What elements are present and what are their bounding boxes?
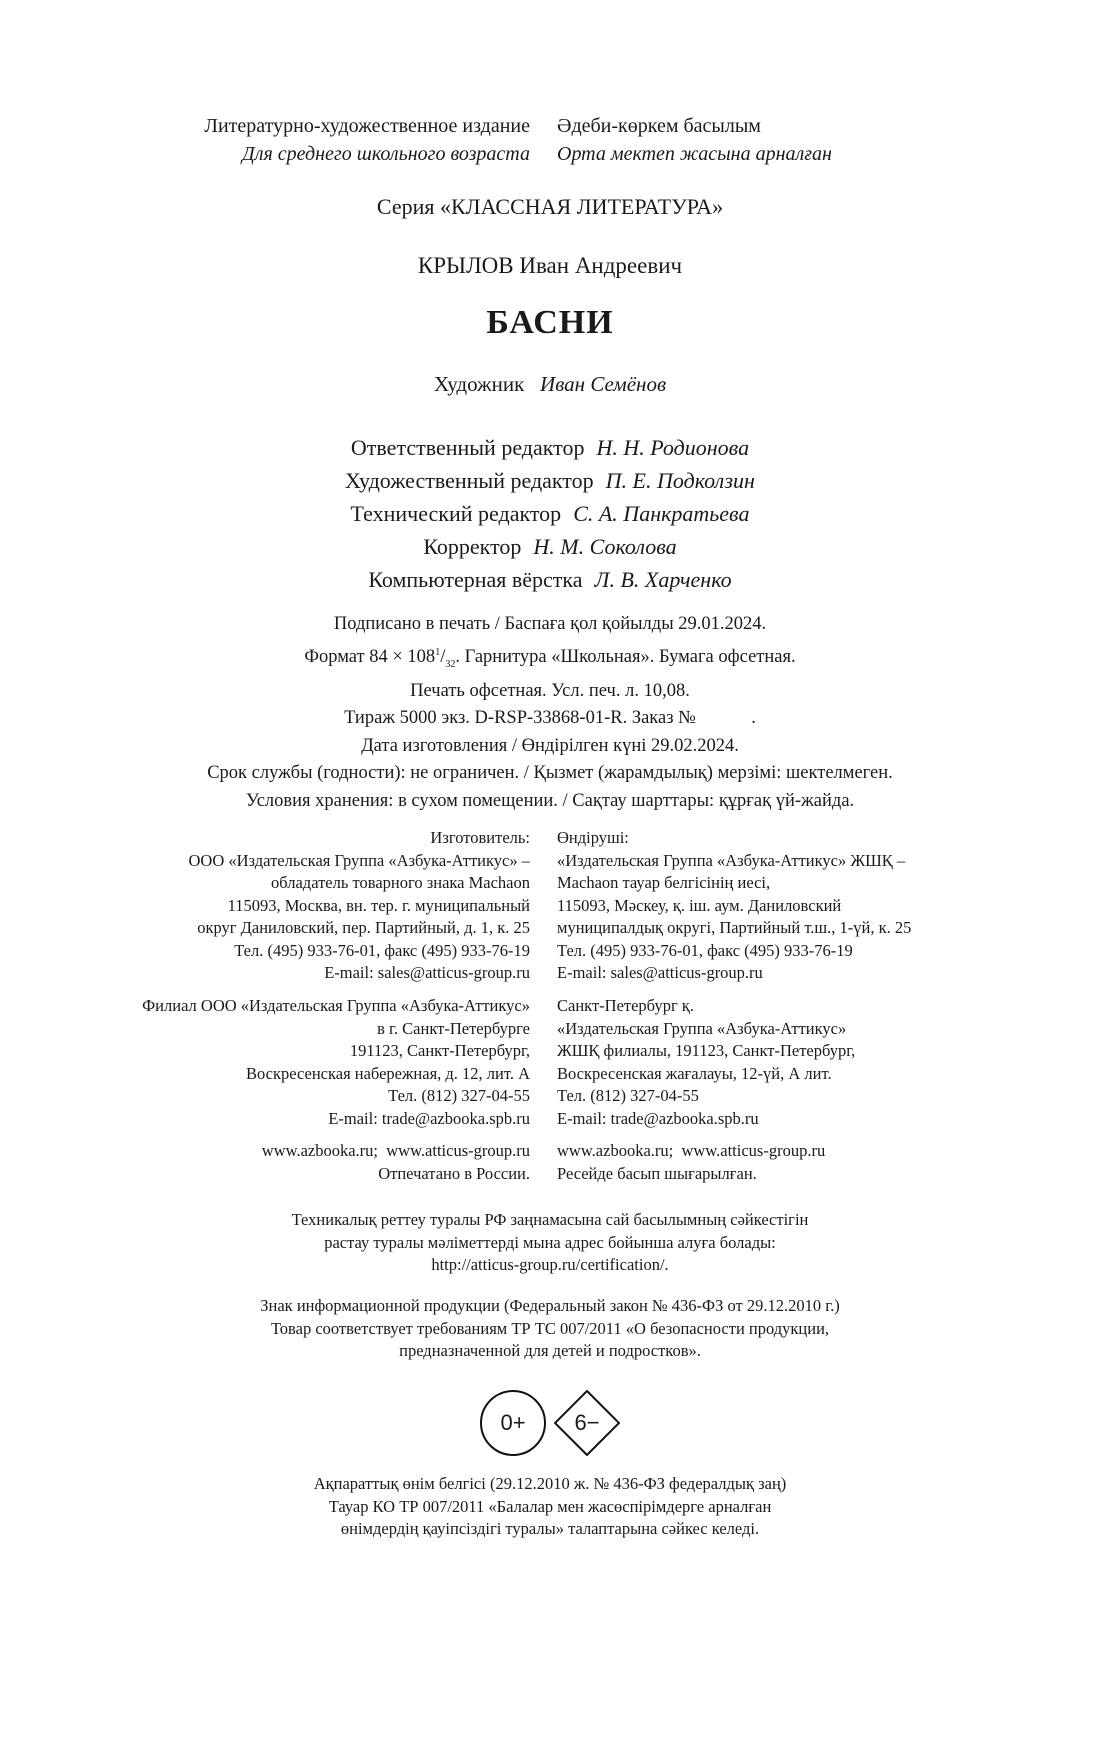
editor-name: П. Е. Подколзин <box>605 468 755 493</box>
book-title: БАСНИ <box>486 304 614 341</box>
editor-name: Л. В. Харченко <box>594 567 732 592</box>
editor-role: Художественный редактор <box>345 468 594 493</box>
print-run: Тираж 5000 экз. D-RSP-33868-01-R. Заказ № . <box>344 708 756 729</box>
age-marks <box>0 1390 1100 1456</box>
kz-law-info <box>0 1473 1100 1541</box>
editors-list <box>0 431 1100 596</box>
email: E-mail: trade@azbooka.spb.ru <box>328 1108 530 1128</box>
text-line: Тел. (812) 327-04-55 <box>557 1086 699 1105</box>
genre-kz: Әдеби-көркем басылым <box>557 115 761 137</box>
text-line: ЖШҚ филиалы, 191123, Санкт-Петербург, <box>557 1041 856 1060</box>
genre-ru: Литературно-художественное издание <box>204 115 530 137</box>
certification-info <box>0 1209 1100 1277</box>
editor-name: С. А. Панкратьева <box>573 501 750 526</box>
artist-label: Художник <box>433 372 525 396</box>
text-line: 115093, Мәскеу, қ. іш. аум. Даниловский <box>557 895 842 915</box>
text-line: Machaon тауар белгісінің иесі, <box>557 873 771 892</box>
text-line: Филиал ООО «Издательская Группа «Азбука-Аттикус» <box>142 996 530 1015</box>
editor-row <box>0 497 1100 530</box>
text-line: предназначенной для детей и подростков». <box>399 1341 701 1360</box>
editor-name: Н. Н. Родионова <box>596 435 750 460</box>
author: КРЫЛОВ Иван Андреевич <box>417 253 683 278</box>
text-line: Знак информационной продукции (Федеральный закон № 436-ФЗ от 29.12.2010 г.) <box>260 1296 840 1315</box>
made-date: Дата изготовления / Өндірілген күні 29.02.2024. <box>361 735 739 756</box>
service-life: Срок службы (годности): не ограничен. / Қызмет (жарамдылық) мерзімі: шектелмеген. <box>207 763 893 784</box>
print-info <box>0 611 1100 815</box>
editor-role: Компьютерная вёрстка <box>368 567 583 592</box>
text-line: өнімдердің қауіпсіздігі туралы» талаптарына сәйкес келеді. <box>340 1519 760 1538</box>
artist <box>0 372 1100 397</box>
email: E-mail: sales@atticus-group.ru <box>557 963 763 982</box>
websites: www.azbooka.ru; www.atticus-group.ru <box>261 1141 530 1160</box>
age-circle-icon: 0+ <box>480 1390 546 1456</box>
signed-date: Подписано в печать / Баспаға қол қойылды 29.01.2024. <box>333 614 767 634</box>
age-kz: Орта мектеп жасына арналған <box>557 143 832 165</box>
text-line: Изготовитель: <box>430 828 530 847</box>
text-line: Ақпараттық өнім белгісі (29.12.2010 ж. № 436-ФЗ федералдық заң) <box>313 1474 787 1493</box>
format: Формат $84 \times 108^1/_{32}$. Гарнитура «Школьная». Бумага офсетная. <box>304 646 796 670</box>
editor-role: Технический редактор <box>350 501 562 526</box>
age-diamond-icon: 6− <box>554 1390 620 1456</box>
editor-name: Н. М. Соколова <box>533 534 677 559</box>
editor-row <box>0 464 1100 497</box>
printed-in: Отпечатано в России. <box>378 1163 530 1183</box>
text-line: Воскресенская набережная, д. 12, лит. А <box>245 1063 530 1083</box>
text-line: муниципалдық округі, Партийный т.ш., 1-үй, к. 25 <box>557 918 912 937</box>
text-line: ООО «Издательская Группа «Азбука-Аттикус» – <box>188 850 530 870</box>
law-info <box>0 1295 1100 1363</box>
printed-in: Ресейде басып шығарылған. <box>557 1163 757 1183</box>
text-line: Тел. (495) 933-76-01, факс (495) 933-76-19 <box>557 940 853 960</box>
editor-row <box>0 530 1100 563</box>
text-line: обладатель товарного знака Machaon <box>271 873 530 892</box>
text-line: Техникалық реттеу туралы РФ заңнамасына сай басылымның сәйкестігін <box>291 1210 809 1229</box>
email: E-mail: sales@atticus-group.ru <box>324 963 530 982</box>
editor-role: Корректор <box>423 534 522 559</box>
text-line: Товар соответствует требованиям ТР ТС 007/2011 «О безопасности продукции, <box>270 1318 830 1338</box>
text-line: «Издательская Группа «Азбука-Аттикус» <box>557 1018 847 1038</box>
manufacturer-block <box>0 827 1100 985</box>
text-line: Өндіруші: <box>557 828 629 847</box>
text-line: растау туралы мәліметтерді мына адрес бойынша алуға болады: <box>324 1232 776 1252</box>
text-line: Санкт-Петербург қ. <box>557 996 694 1015</box>
certification-url: http://atticus-group.ru/certification/. <box>431 1255 669 1274</box>
text-line: Тауар КО ТР 007/2011 «Балалар мен жасөспірімдерге арналған <box>328 1496 772 1516</box>
editor-role: Ответственный редактор <box>350 435 585 460</box>
text-line: округ Даниловский, пер. Партийный, д. 1, к. 25 <box>197 918 530 937</box>
text-line: 191123, Санкт-Петербург, <box>349 1041 530 1060</box>
age-ru: Для среднего школьного возраста <box>242 143 530 165</box>
storage: Условия хранения: в сухом помещении. / Сақтау шарттары: құрғақ үй-жайда. <box>245 790 855 811</box>
text-line: Тел. (812) 327-04-55 <box>388 1086 530 1105</box>
branch-block <box>0 995 1100 1130</box>
web-block <box>0 1140 1100 1185</box>
edition-header <box>0 112 1100 168</box>
editor-row <box>0 563 1100 596</box>
series: Серия «КЛАССНАЯ ЛИТЕРАТУРА» <box>376 194 724 219</box>
websites: www.azbooka.ru; www.atticus-group.ru <box>557 1141 826 1160</box>
text-line: «Издательская Группа «Азбука-Аттикус» ЖШҚ – <box>557 850 906 870</box>
printing: Печать офсетная. Усл. печ. л. 10,08. <box>410 680 690 701</box>
editor-row <box>0 431 1100 464</box>
email: E-mail: trade@azbooka.spb.ru <box>557 1108 759 1128</box>
text-line: в г. Санкт-Петербурге <box>377 1018 530 1038</box>
text-line: Воскресенская жағалауы, 12-үй, А лит. <box>557 1063 832 1083</box>
text-line: 115093, Москва, вн. тер. г. муниципальный <box>227 895 530 915</box>
text-line: Тел. (495) 933-76-01, факс (495) 933-76-19 <box>234 940 530 960</box>
artist-name: Иван Семёнов <box>540 372 667 396</box>
